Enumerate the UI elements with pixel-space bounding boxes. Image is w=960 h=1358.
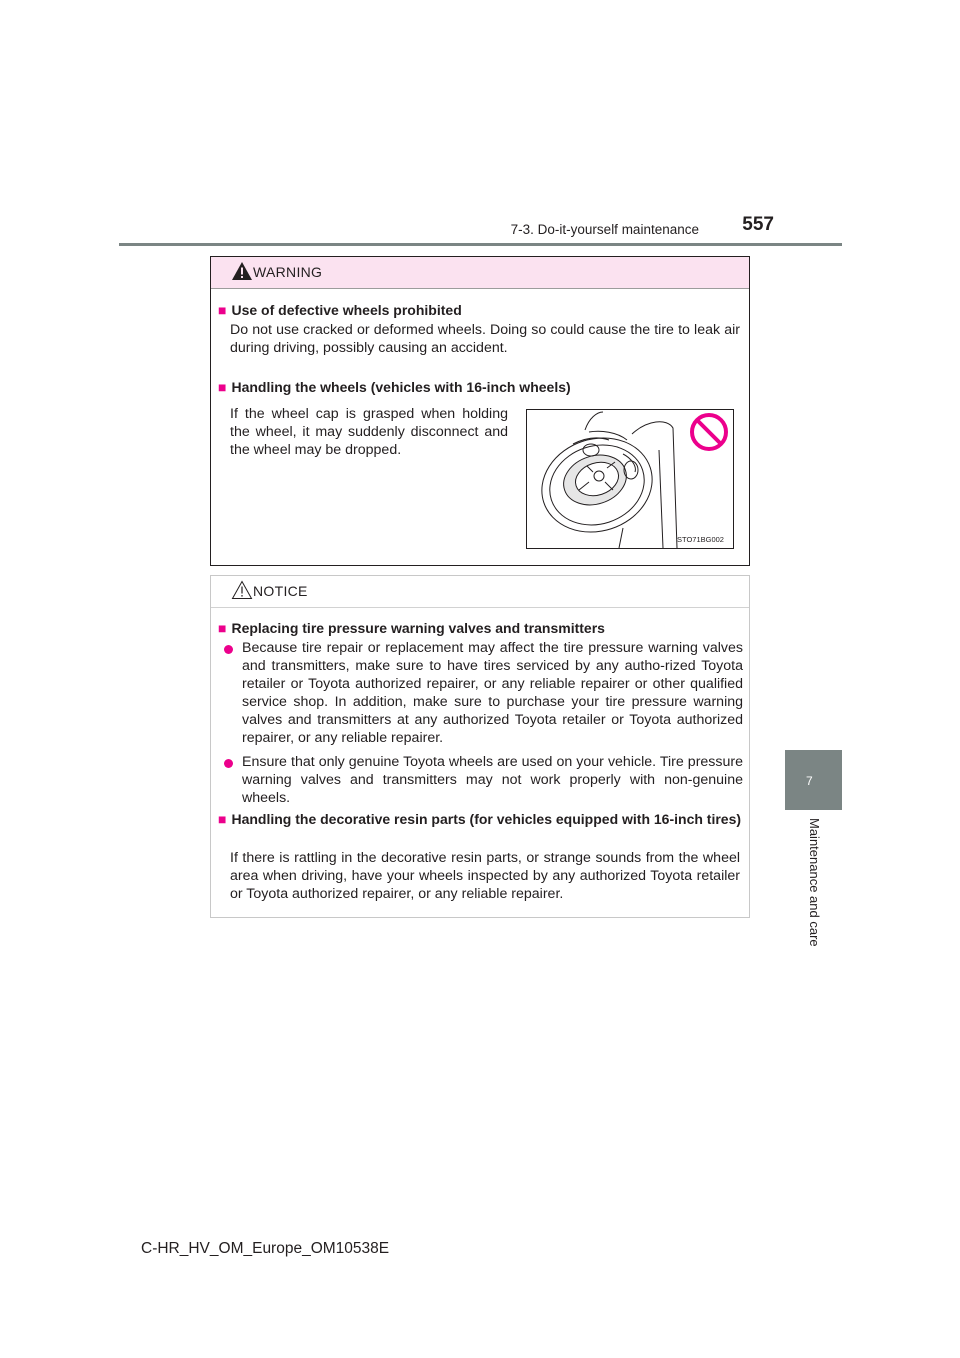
notice-bullet-tpws-service: Because tire repair or replacement may affect the tire pressure warning valves and transmitters, make sure to have tires serviced by any autho-rized Toyota retailer or Toyota authorized repairer, or any reliable repairer or other qualified service shop. In addition, make sure to purchase your tire pressure warning valves and transmitters at any authorized Toyota retailer or Toyota authorized repairer, or any reliable repairer. — [242, 640, 743, 746]
section-title: 7-3. Do-it-yourself maintenance — [510, 222, 699, 237]
chapter-number: 7 — [806, 774, 813, 788]
notice-text-resin-parts: If there is rattling in the decorative resin parts, or strange sounds from the wheel area when driving, have your wheels inspected by any authorized Toyota retailer or Toyota authorized repairer, or any reliable repairer. — [230, 850, 740, 902]
warning-heading-defective-wheels: ■ Use of defective wheels prohibited — [218, 302, 462, 318]
warning-text-handling-wheels: If the wheel cap is grasped when holding the wheel, it may suddenly disconnect and the wheel may be dropped. — [230, 406, 508, 458]
bullet-dot — [224, 645, 233, 654]
notice-header — [211, 576, 749, 608]
prohibited-icon — [692, 415, 726, 449]
notice-heading-tpws: ■ Replacing tire pressure warning valves and transmitters — [218, 620, 605, 636]
bullet-dot — [224, 759, 233, 768]
warning-box — [210, 256, 750, 566]
notice-heading-resin-parts: ■ Handling the decorative resin parts (for vehicles equipped with 16-inch tires) — [218, 811, 742, 827]
warning-label: WARNING — [253, 264, 323, 280]
warning-header — [211, 257, 749, 289]
warning-triangle-icon — [231, 261, 253, 281]
warning-text-defective-wheels: Do not use cracked or deformed wheels. Doing so could cause the tire to leak air during driving, possibly causing an accident. — [230, 322, 740, 356]
wheel-handling-illustration — [526, 409, 734, 549]
header-rule — [119, 243, 842, 246]
document-code: C-HR_HV_OM_Europe_OM10538E — [141, 1240, 390, 1257]
caution-triangle-outline-icon — [231, 580, 253, 600]
notice-label: NOTICE — [253, 583, 308, 599]
notice-bullet-genuine-wheels: Ensure that only genuine Toyota wheels are used on your vehicle. Tire pressure warning valves and transmitters may not work properly with non-genuine wheels. — [242, 754, 743, 806]
warning-heading-handling-wheels: ■ Handling the wheels (vehicles with 16-inch wheels) — [218, 379, 571, 395]
chapter-title-vertical — [806, 818, 822, 968]
page-number: 557 — [742, 214, 774, 235]
chapter-title: Maintenance and care — [807, 818, 822, 947]
notice-box — [210, 575, 750, 918]
chapter-tab — [785, 750, 842, 810]
illustration-code: STO71BG002 — [677, 535, 724, 544]
